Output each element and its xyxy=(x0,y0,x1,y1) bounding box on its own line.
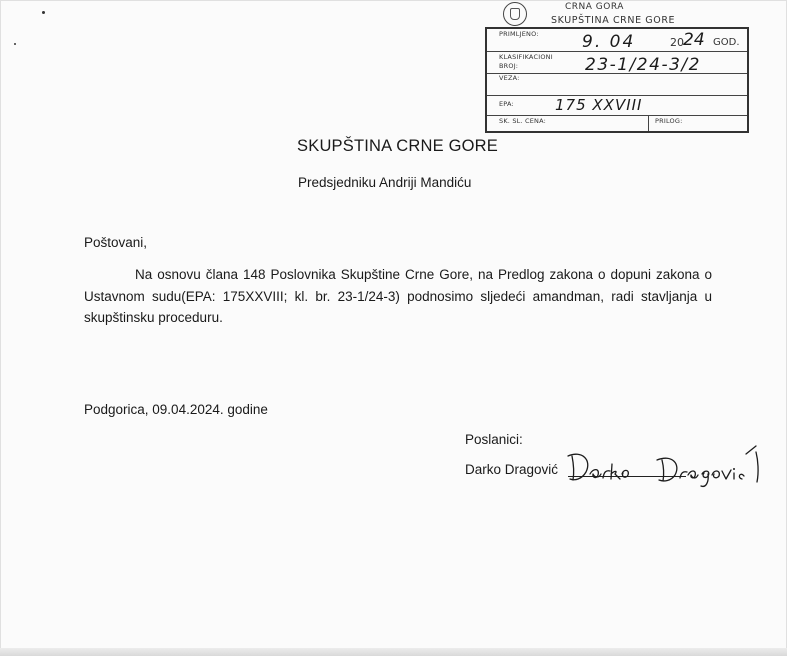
stamp-country: CRNA GORA xyxy=(565,2,624,12)
stamp-classification-number: 23-1/24-3/2 xyxy=(585,55,701,75)
signer-name: Darko Dragović xyxy=(465,462,559,477)
handwritten-signature xyxy=(560,438,775,488)
stamp-label-link: VEZA: xyxy=(499,74,520,82)
registry-stamp xyxy=(480,0,752,136)
body-paragraph: Na osnovu člana 148 Poslovnika Skupštine Crne Gore, na Predlog zakona o dopuni zakona o Ustavnom sudu(EPA: 175XXVIII; kl. br. 23-1/24-3) podnosimo sljedeći amandman, radi stavljanja u skupštinsku proceduru. xyxy=(84,267,712,325)
document-title xyxy=(0,137,787,156)
scan-bottom-edge xyxy=(0,648,787,656)
scan-speck xyxy=(14,43,16,45)
document-title-text: SKUPŠTINA CRNE GORE xyxy=(297,137,498,155)
stamp-row-link xyxy=(487,73,747,96)
stamp-divider xyxy=(648,115,649,131)
addressee: Predsjedniku Andriji Mandiću xyxy=(298,175,472,190)
stamp-box xyxy=(485,27,749,133)
greeting: Poštovani, xyxy=(84,235,148,250)
stamp-row-epa xyxy=(487,95,747,116)
stamp-year-prefix: 20 xyxy=(670,36,684,49)
stamp-row-received xyxy=(487,29,747,52)
stamp-label-received: PRIMLJENO: xyxy=(499,30,539,38)
coat-of-arms-icon xyxy=(503,2,527,26)
stamp-label-attachment: PRILOG: xyxy=(655,117,683,125)
stamp-year-suffix: 24 xyxy=(683,30,705,50)
stamp-label-classification-number: BROJ: xyxy=(499,62,519,70)
stamp-epa-number: 175 XXVIII xyxy=(555,96,643,114)
stamp-received-date: 9. 04 xyxy=(582,32,636,52)
place-date: Podgorica, 09.04.2024. godine xyxy=(84,402,268,417)
stamp-institution: SKUPŠTINA CRNE GORE xyxy=(551,15,676,26)
stamp-year-label: GOD. xyxy=(713,37,740,48)
stamp-label-sk-sl: SK. SL. CENA: xyxy=(499,117,547,125)
stamp-label-classification: KLASIFIKACIONI xyxy=(499,53,553,61)
stamp-row-classification xyxy=(487,51,747,74)
scan-speck xyxy=(42,11,45,14)
deputies-label: Poslanici: xyxy=(465,432,523,447)
stamp-label-epa: EPA: xyxy=(499,100,514,108)
